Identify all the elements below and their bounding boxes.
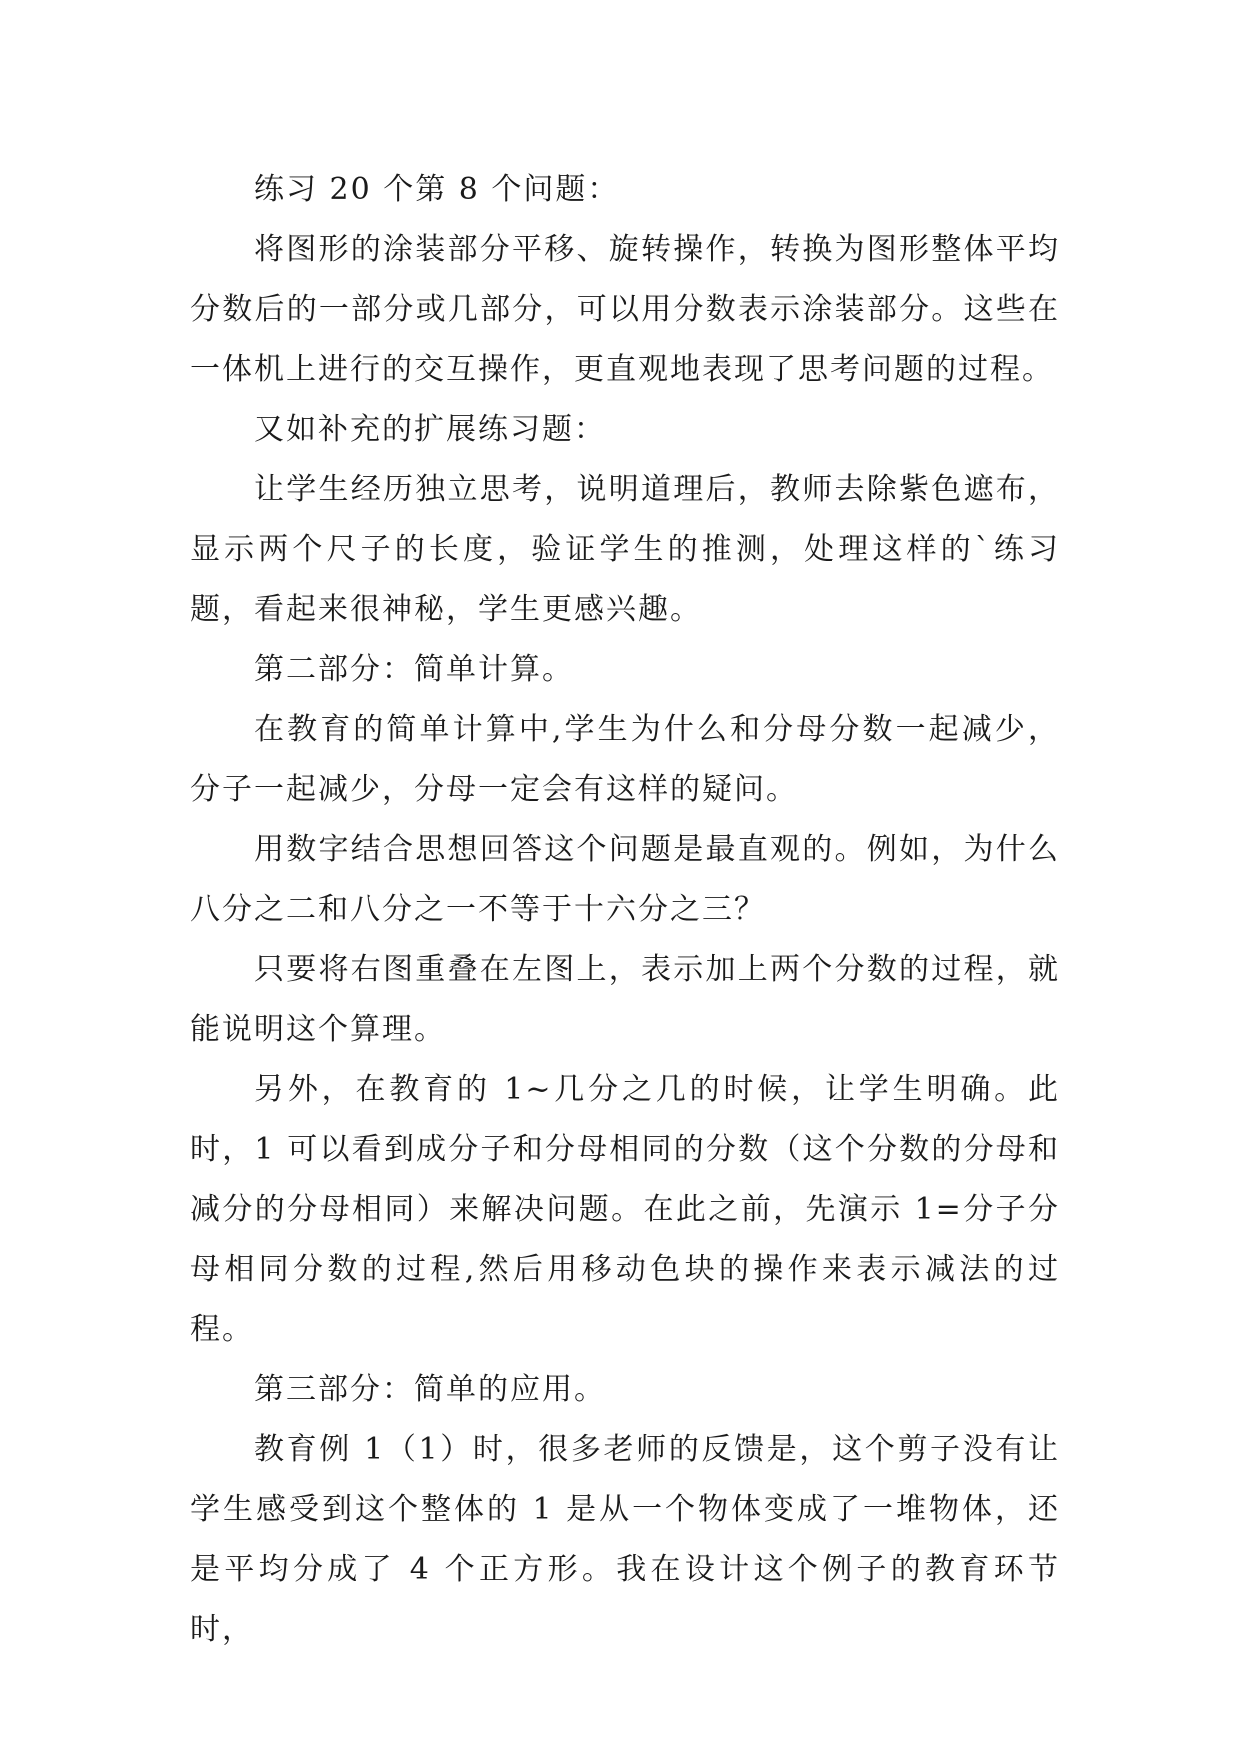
section-heading: 第二部分：简单计算。 — [254, 652, 574, 687]
paragraph: 教育例 1（1）时，很多老师的反馈是，这个剪子没有让学生感受到这个整体的 1 是从一个物体变成了一堆物体，还是平均分成了 4 个正方形。我在设计这个例子的教育环节时， — [190, 1432, 1060, 1647]
paragraph: 又如补充的扩展练习题： — [254, 412, 606, 447]
paragraph: 在教育的简单计算中,学生为什么和分母分数一起减少，分子一起减少，分母一定会有这样的疑问。 — [190, 712, 1060, 807]
paragraph: 将图形的涂装部分平移、旋转操作，转换为图形整体平均分数后的一部分或几部分，可以用分数表示涂装部分。这些在一体机上进行的交互操作，更直观地表现了思考问题的过程。 — [190, 232, 1060, 387]
document-body — [190, 160, 1060, 1660]
paragraph: 用数字结合思想回答这个问题是最直观的。例如，为什么八分之二和八分之一不等于十六分之三？ — [190, 832, 1060, 927]
paragraph: 练习 20 个第 8 个问题： — [254, 172, 620, 207]
section-heading: 第三部分：简单的应用。 — [254, 1372, 606, 1407]
paragraph: 只要将右图重叠在左图上，表示加上两个分数的过程，就能说明这个算理。 — [190, 952, 1060, 1047]
paragraph: 另外，在教育的 1~几分之几的时候，让学生明确。此时，1 可以看到成分子和分母相同的分数（这个分数的分母和减分的分母相同）来解决问题。在此之前，先演示 1=分子分母相同分数的过程,然后用移动色块的操作来表示减法的过程。 — [190, 1072, 1060, 1347]
paragraph: 让学生经历独立思考，说明道理后，教师去除紫色遮布，显示两个尺子的长度，验证学生的推测，处理这样的`练习题，看起来很神秘，学生更感兴趣。 — [190, 472, 1060, 627]
